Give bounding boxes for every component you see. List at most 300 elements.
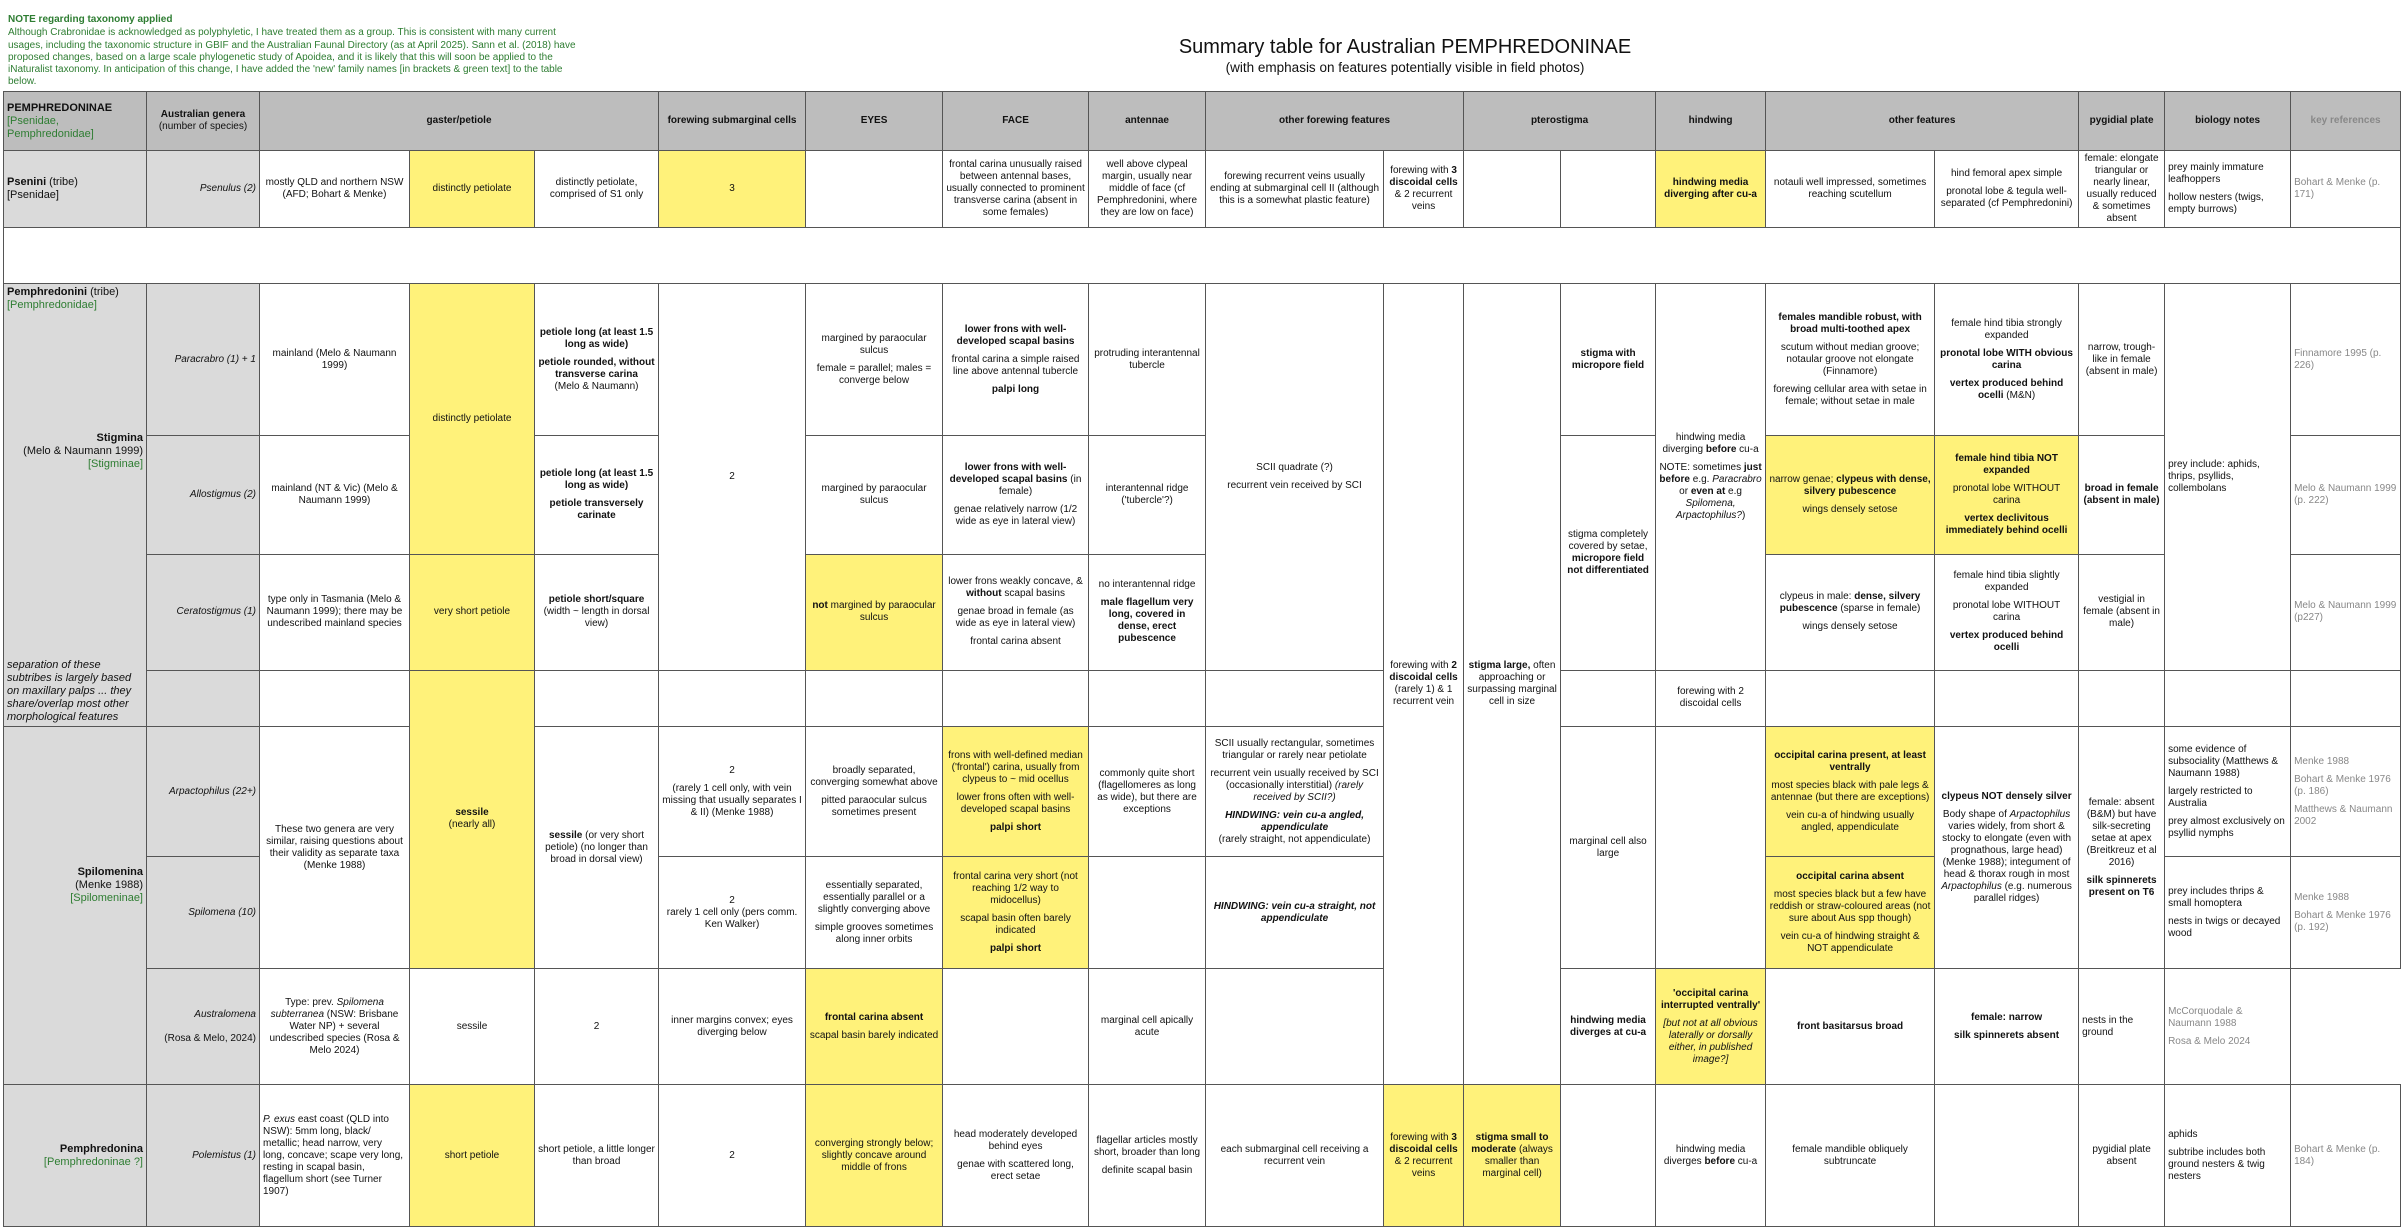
ceratostigmus-oth1c: (sparse in female)	[1837, 603, 1921, 614]
pemph-hind2c: e.g.	[1689, 473, 1713, 485]
polemistus-dist-b: east coast (QLD into NSW): 5mm long, black/ metallic; head narrow, very long, concave; scape very long, resting in scapal basin, flagellum short (see Turner 1907)	[263, 1113, 404, 1197]
pemph-ptero-b: often approaching or surpassing marginal cell in size	[1467, 660, 1557, 707]
pemph-hind1a: hindwing media diverging	[1662, 431, 1746, 455]
cell-allostigmus-refs: Melo & Naumann 1999 (p. 222)	[2291, 436, 2401, 555]
summary-table	[3, 91, 2401, 1227]
cell-paracrabro-other2	[1935, 284, 2079, 436]
paracrabro-oth2c: vertex produced behind ocelli	[1949, 377, 2064, 401]
cell-spilomenina-other2	[1935, 727, 2079, 969]
allostigmus-face2: genae relatively narrow (1/2 wide as eye in lateral view)	[953, 503, 1078, 527]
tribe-psenini-new: [Psenidae]	[7, 189, 59, 201]
cell-ceratostigmus-antennae	[1089, 554, 1206, 670]
cell-arpactophilus-eyes	[806, 727, 943, 857]
stigmina-forewing2: recurrent vein received by SCI	[1227, 479, 1362, 491]
header-subfamily-new: [Psenidae, Pemphredonidae]	[7, 114, 94, 140]
pemph-ptero-a: stigma large,	[1468, 660, 1531, 671]
cell-spilomenina-pygidial	[2079, 727, 2165, 969]
paracrabro-oth2d: (M&N)	[2003, 389, 2036, 401]
cell-australomena-dist	[260, 969, 410, 1085]
pemph-hind1c: cu-a	[1736, 443, 1759, 455]
subtribe-pemphredonina-new: [Pemphredoninae ?]	[43, 1155, 143, 1168]
ceratostigmus-face1b: without	[966, 588, 1002, 599]
page-subtitle: (with emphasis on features potentially visible in field photos)	[1225, 60, 1585, 75]
subtribe-spilomenina	[4, 727, 147, 1085]
pemph-disc-a: forewing with	[1390, 660, 1452, 671]
paracrabro-oth2a: female hind tibia strongly expanded	[1951, 317, 2062, 341]
paracrabro-face2: frontal carina a simple raised line above antennal tubercle	[951, 353, 1080, 377]
cell-ceratostigmus-petiole	[535, 554, 659, 670]
paracrabro-pet2b: (Melo & Naumann)	[554, 380, 639, 392]
cell-pemph-pterostigma	[1464, 284, 1561, 1085]
table-row-polemistus	[4, 1085, 2401, 1227]
cell-australomena-stigma	[1206, 969, 1384, 1085]
cell-polemistus-face	[943, 1085, 1089, 1227]
australomena-ref1: McCorquodale & Naumann 1988	[2168, 1005, 2243, 1029]
arpactophilus-oth1c: vein cu-a of hindwing usually angled, appendiculate	[1786, 809, 1914, 833]
sep-genus	[147, 670, 260, 727]
table-row-paracrabro	[4, 284, 2401, 436]
header-genera-label: Australian genera	[160, 109, 246, 120]
spilomenina-oth2b: Body shape of	[1942, 808, 2010, 820]
subtribe-spilomenina-block	[7, 866, 143, 905]
cell-polemistus-gaster: short petiole	[410, 1085, 535, 1227]
cell-spilomena-submarginal	[659, 857, 806, 969]
australomena-dist-b: Spilomena subterranea	[270, 996, 384, 1020]
ceratostigmus-oth2c: vertex produced behind ocelli	[1949, 630, 2064, 653]
cell-ceratostigmus-pygidial: vestigial in female (absent in male)	[2079, 554, 2165, 670]
header-refs: key references	[2291, 92, 2401, 151]
pemph-hind1b: before	[1705, 443, 1737, 455]
arpactophilus-ref3: Matthews & Naumann 2002	[2294, 803, 2393, 827]
arpactophilus-face3: palpi short	[989, 821, 1042, 833]
paracrabro-pet2: petiole rounded, without transverse carina	[538, 356, 655, 380]
cell-stigmina-pygidial: broad in female (absent in male)	[2079, 436, 2165, 555]
paracrabro-oth2b: pronotal lobe WITH obvious carina	[1940, 347, 2073, 371]
polemistus-bio2: subtribe includes both ground nesters & twig nesters	[2168, 1146, 2266, 1182]
tribe-psenini	[4, 151, 147, 228]
tribe-pemphredonini-new: [Pemphredonidae]	[7, 299, 97, 311]
cell-arpactophilus-biology	[2165, 727, 2291, 857]
header-other-features: other features	[1766, 92, 2079, 151]
cell-polemistus-petiole: short petiole, a little longer than broad	[535, 1085, 659, 1227]
table-row-arpactophilus	[4, 727, 2401, 857]
australomena-genus-author: (Rosa & Melo, 2024)	[164, 1032, 256, 1044]
cell-paracrabro-other1	[1766, 284, 1935, 436]
cell-ceratostigmus-dist: type only in Tasmania (Melo & Naumann 1999); there may be undescribed mainland species	[260, 554, 410, 670]
pemph-hind2g: e.g	[1725, 485, 1742, 497]
paracrabro-face1: lower frons with well-developed scapal basins	[956, 323, 1075, 347]
header-biology: biology notes	[2165, 92, 2291, 151]
allostigmus-oth2a: female hind tibia NOT expanded	[1955, 452, 2058, 476]
paracrabro-eyes2: female = parallel; males = converge below	[816, 362, 932, 386]
australomena-oth1b: [but not at all obvious laterally or dorsally either, in published image?]	[1663, 1017, 1758, 1065]
sep-other2	[1935, 670, 2079, 727]
cell-arpactophilus-submarginal	[659, 727, 806, 857]
polemistus-ptero-a: stigma small to moderate	[1471, 1131, 1549, 1155]
cell-psenulus-ptero2	[1561, 151, 1656, 228]
spilomena-oth1a: occipital carina absent	[1796, 870, 1904, 882]
sep-eyes	[806, 670, 943, 727]
ceratostigmus-ant2: male flagellum very long, covered in dense, erect pubescence	[1100, 597, 1194, 644]
cell-arpactophilus-forewing	[1206, 727, 1384, 857]
sep-face	[943, 670, 1089, 727]
sep-other1	[1766, 670, 1935, 727]
sep-petiole	[535, 670, 659, 727]
cell-psenulus-gaster: distinctly petiolate	[410, 151, 535, 228]
spilomena-face2: scapal basin often barely indicated	[960, 912, 1071, 936]
cell-australomena-forewing: marginal cell apically acute	[1089, 969, 1206, 1085]
spilomenina-gaster1: sessile	[455, 807, 489, 819]
cell-spilomenina-dist: These two genera are very similar, raising questions about their validity as separate taxa (Menke 1988)	[260, 727, 410, 969]
polemistus-ptero-b: (always smaller than marginal cell)	[1482, 1143, 1553, 1179]
polemistus-disc-b: 3 discoidal cells	[1389, 1131, 1458, 1155]
australomena-oth1a: 'occipital carina interrupted ventrally'	[1661, 987, 1761, 1011]
subtribe-spilomenina-new: [Spilomeninae]	[70, 891, 143, 904]
subtribe-spilomenina-name: Spilomenina	[77, 865, 143, 878]
ceratostigmus-oth1d: wings densely setose	[1802, 621, 1898, 632]
header-antennae: antennae	[1089, 92, 1206, 151]
cell-paracrabro-face	[943, 284, 1089, 436]
genus-allostigmus: Allostigmus (2)	[147, 436, 260, 555]
cell-spilomenina-gaster	[410, 670, 535, 969]
arpactophilus-fw3a: HINDWING: vein cu-a angled, appendiculate	[1225, 809, 1364, 833]
genus-psenulus: Psenulus (2)	[147, 151, 260, 228]
spilomenina-oth2d: varies widely, from short & stocky to elongate (even with prognathous, large head) (Menke 1988); integument of head & thorax rough in most	[1942, 820, 2072, 880]
cell-psenulus-hindwing: hindwing media diverging after cu-a	[1656, 151, 1766, 228]
cell-allostigmus-other2	[1935, 436, 2079, 555]
cell-spilomenina-hindwing	[1656, 727, 1766, 969]
cell-polemistus-dist	[260, 1085, 410, 1227]
spilomena-oth1b: most species black but a few have reddish or straw-coloured areas (not sure about Aus spp though)	[1769, 888, 1931, 924]
psenulus-bio2: hollow nesters (twigs, empty burrows)	[2168, 192, 2264, 215]
cell-spilomenina-stigma: marginal cell also large	[1561, 727, 1656, 969]
pemph-disc-c: (rarely 1) & 1 recurrent vein	[1392, 684, 1455, 707]
ceratostigmus-face1c: scapal basins	[1001, 588, 1065, 599]
cell-polemistus-discoidal	[1384, 1085, 1464, 1227]
pemph-hind2a: NOTE: sometimes	[1659, 461, 1744, 473]
arpactophilus-face1: frons with well-defined median ('frontal') carina, usually from clypeus to ~ mid ocellus	[948, 749, 1083, 785]
cell-arpactophilus-face	[943, 727, 1089, 857]
spilomenina-oth2a: clypeus NOT densely silver	[1941, 790, 2072, 802]
polemistus-ant1: flagellar articles mostly short, broader than long	[1093, 1134, 1201, 1158]
header-subfamily	[4, 92, 147, 151]
spilomenina-pygidial-b: silk spinnerets present on T6	[2086, 874, 2157, 898]
cell-paracrabro-refs: Finnamore 1995 (p. 226)	[2291, 284, 2401, 436]
spilomena-ref2: Bohart & Menke 1976 (p. 192)	[2294, 909, 2391, 933]
psenulus-bio1: prey mainly immature leafhoppers	[2168, 162, 2264, 185]
header-hindwing: hindwing	[1656, 92, 1766, 151]
cell-polemistus-pygidial: pygidial plate absent	[2079, 1085, 2165, 1227]
arpactophilus-bio2: largely restricted to Australia	[2168, 785, 2253, 809]
cell-arpactophilus-other1	[1766, 727, 1935, 857]
spilomenina-oth2e: Arpactophilus	[1941, 880, 2002, 892]
arpactophilus-eyes2: pitted paraocular sulcus sometimes present	[821, 794, 927, 818]
australomena-ref2: Rosa & Melo 2024	[2168, 1035, 2251, 1047]
stigmina-forewing1: SCII quadrate (?)	[1256, 461, 1333, 473]
cell-ceratostigmus-eyes	[806, 554, 943, 670]
polemistus-face1: head moderately developed behind eyes	[953, 1128, 1078, 1152]
australomena-face1: frontal carina absent	[824, 1011, 924, 1023]
arpactophilus-fw2b: (rarely received by SCII?)	[1253, 779, 1364, 803]
arpactophilus-sub1: 2	[729, 764, 735, 776]
psenulus-discoidal-a: forewing with	[1390, 165, 1452, 176]
polemistus-dist-a: P. exus	[263, 1113, 296, 1125]
pemph-disc-b: 2 discoidal cells	[1389, 660, 1458, 683]
cell-ceratostigmus-other2	[1935, 554, 2079, 670]
subtribe-stigmina	[7, 432, 143, 471]
genus-arpactophilus: Arpactophilus (22+)	[147, 727, 260, 857]
polemistus-hind-a: hindwing media diverges	[1663, 1143, 1746, 1167]
allostigmus-pet1: petiole long (at least 1.5 long as wide)	[539, 467, 654, 491]
cell-psenulus-other1: notauli well impressed, sometimes reaching scutellum	[1766, 151, 1935, 228]
cell-ceratostigmus-gaster: very short petiole	[410, 554, 535, 670]
cell-psenulus-dist: mostly QLD and northern NSW (AFD; Bohart & Menke)	[260, 151, 410, 228]
pemph-hind2b: just before	[1659, 461, 1762, 485]
psenulus-discoidal-b: 3 discoidal cells	[1389, 165, 1458, 188]
cell-pemph-discoidal	[1384, 284, 1464, 1085]
spilomenina-oth2c: Arpactophilus	[2009, 808, 2071, 820]
cell-australomena-antennae	[943, 969, 1089, 1085]
tribe-pemphredonini	[4, 284, 147, 727]
polemistus-face2: genae with scattered long, erect setae	[957, 1158, 1074, 1182]
cell-australomena-pygidial	[1935, 969, 2079, 1085]
pemph-hind2i: )	[1741, 509, 1746, 521]
ceratostigmus-eyes-a: not	[812, 600, 828, 611]
arpactophilus-sub2: (rarely 1 cell only, with vein missing that usually separates I & II) (Menke 1988)	[662, 782, 802, 818]
cell-psenulus-submarginal: 3	[659, 151, 806, 228]
spilomena-sub1: 2	[729, 894, 735, 906]
cell-paracrabro-dist: mainland (Melo & Naumann 1999)	[260, 284, 410, 436]
australomena-pyg1: female: narrow	[1970, 1011, 2043, 1023]
polemistus-hind-b: before	[1704, 1155, 1736, 1167]
tribe-psenini-name: Psenini	[7, 176, 47, 188]
cell-polemistus-stigma	[1561, 1085, 1656, 1227]
australomena-dist-a: Type: prev.	[285, 996, 337, 1008]
cell-psenulus-antennae: well above clypeal margin, usually near middle of face (cf Pemphredonini, where they are low on face)	[1089, 151, 1206, 228]
table-row-allostigmus	[4, 436, 2401, 555]
cell-australomena-submarginal: 2	[535, 969, 659, 1085]
polemistus-disc-a: forewing with	[1390, 1131, 1452, 1143]
arpactophilus-bio3: prey almost exclusively on psyllid nymphs	[2168, 815, 2285, 839]
cell-pemph-hindwing	[1656, 284, 1766, 671]
cell-stigmina-submarginal: 2	[659, 284, 806, 671]
arpactophilus-fw1: SCII usually rectangular, sometimes triangular or rarely near petiolate	[1214, 737, 1375, 761]
cell-allostigmus-face	[943, 436, 1089, 555]
header-pterostigma: pterostigma	[1464, 92, 1656, 151]
pemph-hind2f: even at	[1690, 485, 1726, 497]
cell-arpactophilus-refs	[2291, 727, 2401, 857]
ceratostigmus-face1a: lower frons weakly concave, &	[948, 576, 1083, 587]
spilomena-sub2: rarely 1 cell only (pers comm. Ken Walker)	[666, 906, 798, 930]
cell-paracrabro-eyes	[806, 284, 943, 436]
pemph-stigma-a: stigma completely covered by setae,	[1568, 528, 1649, 552]
spilomenina-oth2f: (e.g. numerous parallel ridges)	[1973, 880, 2072, 904]
header-gaster: gaster/petiole	[260, 92, 659, 151]
spacer-cell	[4, 228, 2401, 284]
subtribe-stigmina-author: (Melo & Naumann 1999)	[23, 445, 143, 457]
cell-australomena-other1	[1656, 969, 1766, 1085]
genus-spilomena: Spilomena (10)	[147, 857, 260, 969]
arpactophilus-face2: lower frons often with well-developed scapal basins	[956, 791, 1075, 815]
cell-stigmina-gaster: distinctly petiolate	[410, 284, 535, 555]
cell-polemistus-forewing: each submarginal cell receiving a recurrent vein	[1206, 1085, 1384, 1227]
paracrabro-oth1b: scutum without median groove; notaular groove not elongate (Finnamore)	[1780, 341, 1920, 377]
table-row-australomena	[4, 969, 2401, 1085]
page-title: Summary table for Australian PEMPHREDONINAE	[1178, 36, 1632, 58]
arpactophilus-fw3b: (rarely straight, not appendiculate)	[1218, 833, 1371, 845]
separation-note: separation of these subtribes is largely based on maxillary palps ... they share/overlap most other morphological features	[7, 659, 132, 723]
tribe-pemphredonini-name: Pemphredonini	[7, 286, 88, 298]
ceratostigmus-face3: frontal carina absent	[970, 636, 1061, 647]
cell-ceratostigmus-other1	[1766, 554, 1935, 670]
header-forewing-sub: forewing submarginal cells	[659, 92, 806, 151]
spilomena-eyes2: simple grooves sometimes along inner orbits	[814, 921, 934, 945]
genus-paracrabro: Paracrabro (1) + 1	[147, 284, 260, 436]
spilomena-face1: frontal carina very short (not reaching 1/2 way to midocellus)	[953, 870, 1078, 906]
paracrabro-oth1c: forewing cellular area with setae in female; without setae in male	[1773, 383, 1927, 407]
paracrabro-oth1a: females mandible robust, with broad multi-toothed apex	[1778, 311, 1922, 335]
ceratostigmus-oth1a: clypeus in male:	[1779, 591, 1855, 602]
cell-stigmina-biology: prey include: aphids, thrips, psyllids, collembolans	[2165, 284, 2291, 671]
cell-psenulus-other2	[1935, 151, 2079, 228]
arpactophilus-ref2: Bohart & Menke 1976 (p. 186)	[2294, 773, 2391, 797]
taxonomy-note-text: Although Crabronidae is acknowledged as polyphyletic, I have treated them as a group. This is consistent with many current usages, including the taxonomic structure in GBIF and the Australian Faunal Directory (as at April 2025). Sann et al. (2018) have proposed changes, based on a large scale phylogenetic study of Apoidea, and it is likely that this will soon be applied to the iNaturalist taxonomy. In anticipation of this change, I have added the 'new' family names [in brackets & green text] to the table below.	[8, 27, 576, 88]
allostigmus-face1b: (in female)	[998, 473, 1082, 497]
allostigmus-pet2: petiole transversely carinate	[549, 497, 644, 521]
pemph-hind2h: Spilomena, Arpactophilus?	[1675, 497, 1742, 521]
cell-polemistus-hindwing	[1656, 1085, 1766, 1227]
arpactophilus-eyes1: broadly separated, converging somewhat above	[810, 764, 938, 788]
sep-biology	[2165, 670, 2291, 727]
ceratostigmus-ant1: no interantennal ridge	[1098, 579, 1196, 590]
cell-polemistus-antennae	[1089, 1085, 1206, 1227]
polemistus-hind-c: cu-a	[1735, 1155, 1758, 1167]
spilomena-bio1: prey includes thrips & small homoptera	[2168, 885, 2264, 909]
pemph-hind2e: or	[1679, 485, 1691, 497]
cell-psenulus-pygidial: female: elongate triangular or nearly linear, usually reduced & sometimes absent	[2079, 151, 2165, 228]
taxonomy-note	[8, 14, 583, 89]
cell-paracrabro-antennae: protruding interantennal tubercle	[1089, 284, 1206, 436]
cell-australomena-hindwing: hindwing media diverges at cu-a	[1561, 969, 1656, 1085]
spilomenina-pygidial-a: female: absent (B&M) but have silk-secreting setae at apex (Breitkreuz et al 2016)	[2086, 796, 2157, 868]
cell-spilomena-other1	[1766, 857, 1935, 969]
cell-spilomena-antennae	[1089, 857, 1206, 969]
spilomenina-pet1: sessile	[548, 829, 583, 841]
cell-spilomenina-petiole	[535, 727, 659, 969]
cell-arpactophilus-antennae: commonly quite short (flagellomeres as long as wide), but there are exceptions	[1089, 727, 1206, 857]
sep-stigma	[1561, 670, 1656, 727]
header-subfamily-name: PEMPHREDONINAE	[7, 101, 113, 114]
genus-ceratostigmus: Ceratostigmus (1)	[147, 554, 260, 670]
cell-pemph-hindwing-2discoidal: forewing with 2 discoidal cells	[1656, 670, 1766, 727]
allostigmus-oth2c: vertex declivitous immediately behind ocelli	[1945, 512, 2068, 536]
cell-australomena-biology: nests in the ground	[2079, 969, 2165, 1085]
cell-australomena-refs	[2165, 969, 2291, 1085]
header-eyes: EYES	[806, 92, 943, 151]
australomena-genus-name: Australomena	[194, 1008, 256, 1020]
cell-australomena-other2: front basitarsus broad	[1766, 969, 1935, 1085]
header-genera	[147, 92, 260, 151]
sep-pygidial	[2079, 670, 2165, 727]
cell-polemistus-submarginal: 2	[659, 1085, 806, 1227]
cell-psenulus-ptero1	[1464, 151, 1561, 228]
sep-submarginal	[659, 670, 806, 727]
tribe-pemphredonini-suffix: (tribe)	[87, 286, 119, 298]
sep-forewing	[1206, 670, 1384, 727]
cell-polemistus-refs: Bohart & Menke (p. 184)	[2291, 1085, 2401, 1227]
cell-psenulus-refs: Bohart & Menke (p. 171)	[2291, 151, 2401, 228]
cell-psenulus-eyes	[806, 151, 943, 228]
polemistus-ant2: definite scapal basin	[1101, 1164, 1193, 1176]
allostigmus-oth1c: wings densely setose	[1802, 503, 1898, 515]
allostigmus-oth2b: pronotal lobe WITHOUT carina	[1952, 482, 2061, 506]
cell-allostigmus-other1	[1766, 436, 1935, 555]
cell-psenulus-biology	[2165, 151, 2291, 228]
subtribe-stigmina-new: [Stigminae]	[87, 458, 143, 470]
spilomenina-gaster2: (nearly all)	[448, 819, 496, 831]
subtribe-stigmina-name: Stigmina	[96, 432, 143, 444]
polemistus-disc-c: & 2 recurrent veins	[1394, 1155, 1453, 1179]
spilomena-ref1: Menke 1988	[2294, 891, 2350, 903]
cell-ceratostigmus-refs: Melo & Naumann 1999 (p227)	[2291, 554, 2401, 670]
cell-paracrabro-stigma: stigma with micropore field	[1561, 284, 1656, 436]
taxonomy-note-title: NOTE regarding taxonomy applied	[8, 14, 173, 25]
cell-psenulus-petiole: distinctly petiolate, comprised of S1 only	[535, 151, 659, 228]
cell-pemph-stigma-setae	[1561, 436, 1656, 671]
header-face: FACE	[943, 92, 1089, 151]
header-pygidial: pygidial plate	[2079, 92, 2165, 151]
sep-antennae	[1089, 670, 1206, 727]
australomena-dist-c: (NSW: Brisbane Water NP) + several undescribed species (Rosa & Melo 2024)	[269, 1008, 400, 1056]
cell-polemistus-pterostigma	[1464, 1085, 1561, 1227]
pemph-stigma-b: micropore field not differentiated	[1567, 552, 1649, 576]
cell-australomena-petiole: sessile	[410, 969, 535, 1085]
paracrabro-eyes1: margined by paraocular sulcus	[821, 332, 927, 356]
ceratostigmus-pet2: (width ~ length in dorsal view)	[543, 606, 650, 629]
spilomena-oth1c: vein cu-a of hindwing straight & NOT appendiculate	[1780, 930, 1920, 954]
cell-allostigmus-dist: mainland (NT & Vic) (Melo & Naumann 1999)	[260, 436, 410, 555]
cell-spilomena-refs	[2291, 857, 2401, 969]
sep-refs	[2291, 670, 2401, 727]
cell-spilomena-eyes	[806, 857, 943, 969]
cell-allostigmus-eyes: margined by paraocular sulcus	[806, 436, 943, 555]
cell-psenulus-face: frontal carina unusually raised between antennal bases, usually connected to prominent transverse carina (absent in some females)	[943, 151, 1089, 228]
allostigmus-oth1a: narrow genae;	[1769, 473, 1837, 485]
cell-australomena-eyes: inner margins convex; eyes diverging below	[659, 969, 806, 1085]
spilomena-bio2: nests in twigs or decayed wood	[2168, 915, 2281, 939]
cell-allostigmus-antennae: interantennal ridge ('tubercle'?)	[1089, 436, 1206, 555]
ceratostigmus-oth1b: dense, silvery pubescence	[1779, 591, 1921, 614]
ceratostigmus-eyes-b: margined by paraocular sulcus	[827, 600, 936, 623]
ceratostigmus-pet1: petiole short/square	[548, 594, 645, 605]
cell-paracrabro-pygidial: narrow, trough-like in female (absent in male)	[2079, 284, 2165, 436]
genus-australomena	[147, 969, 260, 1085]
psenulus-other2a: hind femoral apex simple	[1950, 168, 2063, 179]
table-spacer-row	[4, 228, 2401, 284]
cell-psenulus-forewing: forewing recurrent veins usually ending at submarginal cell II (although this is a somewhat plastic feature)	[1206, 151, 1384, 228]
spilomena-eyes1: essentially separated, essentially parallel or a slightly converging above	[817, 879, 931, 915]
arpactophilus-oth1b: most species black with pale legs & antennae (but there are exceptions)	[1770, 779, 1930, 803]
polemistus-bio1: aphids	[2168, 1128, 2198, 1140]
table-row-separation	[4, 670, 2401, 727]
arpactophilus-bio1: some evidence of subsociality (Matthews & Naumann 1988)	[2168, 743, 2279, 779]
header-genera-sub: (number of species)	[158, 121, 248, 132]
genus-polemistus: Polemistus (1)	[147, 1085, 260, 1227]
psenulus-other2b: pronotal lobe & tegula well-separated (cf Pemphredonini)	[1940, 186, 2073, 209]
subtribe-pemphredonina-name: Pemphredonina	[59, 1142, 143, 1155]
cell-spilomena-forewing: HINDWING: vein cu-a straight, not appendiculate	[1206, 857, 1384, 969]
arpactophilus-ref1: Menke 1988	[2294, 755, 2350, 767]
